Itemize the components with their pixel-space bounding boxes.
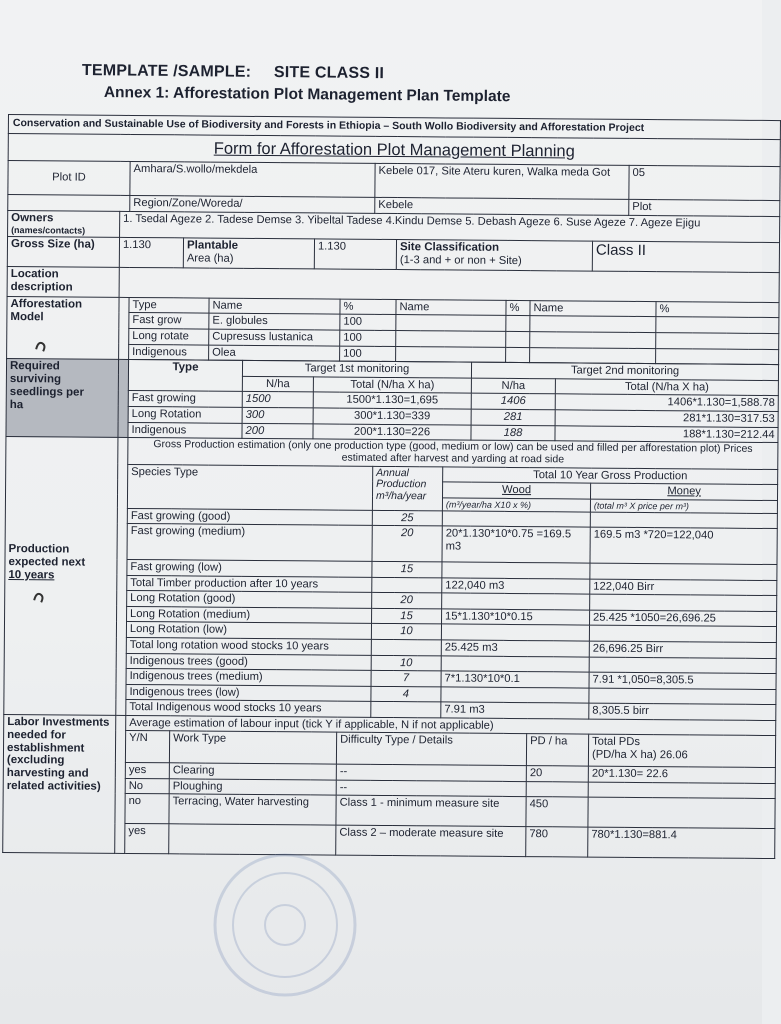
production-row-money xyxy=(589,626,776,643)
required-row-type: Fast growing xyxy=(128,391,242,407)
production-row-wood: 15*1.130*10*0.15 xyxy=(442,609,590,626)
production-row-type: Long Rotation (medium) xyxy=(127,606,372,623)
production-row-money xyxy=(590,512,777,529)
production-row-wood: 25.425 m3 xyxy=(441,640,589,657)
labor-row-pd: 20 xyxy=(526,766,588,782)
target-1-header: Target 1st monitoring xyxy=(242,361,471,378)
target-2-header: Target 2nd monitoring xyxy=(471,362,778,380)
money-formula-header: (total m³ X price per m³) xyxy=(590,499,777,514)
labor-row-total xyxy=(588,797,775,828)
labor-investments-label: Labor Investments needed for establishment (excluding harvesting and related activities) xyxy=(3,714,116,854)
model-row-pct: 100 xyxy=(340,330,396,346)
production-row-money xyxy=(589,688,776,705)
required-row-n2: 1406 xyxy=(471,394,555,410)
labor-note: Average estimation of labour input (tick Y if applicable, N if not applicable) xyxy=(126,715,776,736)
labor-row-yn: No xyxy=(125,778,169,794)
required-row-t1: 200*1.130=226 xyxy=(313,423,471,440)
required-row-n1: 200 xyxy=(242,423,313,439)
wood-formula-header: (m³/year/ha X10 x %) xyxy=(442,498,590,512)
gross-size-value: 1.130 xyxy=(119,237,183,268)
production-row-type: Fast growing (low) xyxy=(127,560,372,577)
required-type-header: Type xyxy=(128,360,242,392)
project-banner: Conservation and Sustainable Use of Biodiversity and Forests in Ethiopia – South Wollo Biodiversity and Afforestation Project xyxy=(8,115,780,140)
required-row-type: Long Rotation xyxy=(128,406,242,422)
production-row-money xyxy=(590,594,777,611)
model-row-type: Long rotate xyxy=(129,328,209,344)
production-row-money xyxy=(589,657,776,674)
n-per-ha-header-2: N/ha xyxy=(471,378,555,394)
production-row-type: Fast growing (good) xyxy=(127,508,372,525)
owners-label: Owners (names/contacts) xyxy=(8,210,120,237)
labor-row-total: 780*1.130=881.4 xyxy=(588,827,775,858)
plantable-area-value: 1.130 xyxy=(314,239,396,270)
plot-number: 05 xyxy=(629,166,780,201)
labor-row-pd: 780 xyxy=(526,827,588,857)
production-row-type: Total Timber production after 10 years xyxy=(127,575,372,592)
plot-caption: Plot xyxy=(629,200,780,217)
pen-mark-icon xyxy=(32,590,46,604)
species-type-header: Species Type xyxy=(127,464,372,510)
required-row-t2: 1406*1.130=1,588.78 xyxy=(555,394,778,411)
production-note: Gross Production estimation (only one production type (good, medium or low) can be used and filled per afforestation plot) Prices estimated after harvest and yarding at road side xyxy=(128,438,778,470)
production-row-type: Total Indigenous wood stocks 10 years xyxy=(126,700,371,717)
production-row-annual: 20 xyxy=(372,526,442,563)
model-row-name: Olea xyxy=(209,345,340,362)
wood-header: Wood xyxy=(443,482,591,499)
production-row-wood xyxy=(442,511,590,528)
production-row-money: 169.5 m3 *720=122,040 xyxy=(590,527,777,564)
production-row-annual: 20 xyxy=(372,593,442,609)
region-caption: Region/Zone/Woreda/ xyxy=(130,196,375,213)
kebele-caption: Kebele xyxy=(375,198,629,216)
production-row-wood: 7*1.130*10*0.1 xyxy=(441,671,589,688)
form-title: Form for Afforestation Plot Management Planning xyxy=(8,133,780,167)
model-name2-header: Name xyxy=(396,299,506,316)
labor-row-total: 20*1.130= 22.6 xyxy=(588,766,775,783)
production-row-money: 8,305.5 birr xyxy=(589,703,776,720)
required-seedlings-label: Required surviving seedlings per ha xyxy=(6,359,119,438)
total-header-2: Total (N/ha X ha) xyxy=(555,379,778,396)
required-row-t2: 281*1.130=317.53 xyxy=(555,410,778,427)
labor-row-yn: no xyxy=(125,794,169,824)
site-class-value: Class II xyxy=(592,241,779,272)
production-row-annual: 10 xyxy=(371,655,441,671)
model-name3-header: Name xyxy=(530,300,656,317)
production-row-annual: 4 xyxy=(371,686,441,702)
required-row-n2: 188 xyxy=(471,425,555,441)
production-row-annual: 10 xyxy=(371,624,441,640)
production-row-annual: 15 xyxy=(372,608,442,624)
production-row-annual: 7 xyxy=(371,670,441,686)
labor-yn-header: Y/N xyxy=(125,731,169,763)
required-row-t1: 300*1.130=339 xyxy=(313,408,471,425)
production-row-annual xyxy=(372,577,442,593)
document-subtitle: Annex 1: Afforestation Plot Management Plan Template xyxy=(103,84,511,106)
model-name-header: Name xyxy=(209,298,340,315)
model-row-name: E. globules xyxy=(209,313,340,330)
production-label: Production expected next 10 years xyxy=(4,437,118,716)
labor-row-yn: yes xyxy=(125,763,169,779)
n-per-ha-header: N/ha xyxy=(242,376,313,392)
required-row-type: Indigenous xyxy=(128,422,242,438)
production-row-type: Indigenous trees (low) xyxy=(126,684,371,701)
production-row-type: Fast growing (medium) xyxy=(127,524,372,562)
title-site-class: SITE CLASS II xyxy=(273,64,385,83)
model-row-type: Fast grow xyxy=(129,313,209,329)
required-row-n1: 1500 xyxy=(242,392,313,408)
model-row-pct: 100 xyxy=(340,314,396,330)
owners-value: 1. Tsedal Ageze 2. Tadese Demse 3. Yibeltal Tadese 4.Kindu Demse 5. Debash Ageze 6. Suse Ageze 7. Ageze Ejigu xyxy=(120,211,780,242)
labor-row-difficulty: -- xyxy=(336,764,526,781)
labor-difficulty-header: Difficulty Type / Details xyxy=(336,732,526,765)
region-value: Amhara/S.wollo/mekdela xyxy=(130,162,375,198)
total-header: Total (N/ha X ha) xyxy=(313,377,471,394)
production-row-money: 122,040 Birr xyxy=(590,579,777,596)
title-template: TEMPLATE /SAMPLE: xyxy=(81,62,252,81)
labor-row-total xyxy=(588,782,775,799)
production-row-type: Total long rotation wood stocks 10 years xyxy=(126,637,371,654)
production-row-money: 26,696.25 Birr xyxy=(589,641,776,658)
required-row-n1: 300 xyxy=(242,407,313,423)
labor-row-difficulty: Class 1 - minimum measure site xyxy=(336,796,526,827)
production-row-annual: 15 xyxy=(372,562,442,578)
location-label: Location description xyxy=(7,266,119,297)
stamp-seal xyxy=(210,850,360,1000)
labor-row-work: Terracing, Water harvesting xyxy=(169,794,336,825)
production-row-type: Indigenous trees (good) xyxy=(126,653,371,670)
form-sheet xyxy=(2,114,775,859)
gross-size-label: Gross Size (ha) xyxy=(7,236,119,267)
production-row-wood xyxy=(441,624,589,641)
labor-row-yn: yes xyxy=(125,824,169,854)
labor-row-work: Clearing xyxy=(169,763,336,780)
required-row-t1: 1500*1.130=1,695 xyxy=(313,392,471,409)
production-row-money: 25.425 *1050=26,696.25 xyxy=(590,610,777,627)
model-pct2-header: % xyxy=(506,300,530,316)
pen-mark-icon xyxy=(34,340,48,354)
production-row-wood: 122,040 m3 xyxy=(442,578,590,595)
production-row-annual xyxy=(371,639,441,655)
labor-row-pd xyxy=(526,781,588,797)
labor-row-pd: 450 xyxy=(526,797,588,827)
labor-row-difficulty: Class 2 – moderate measure site xyxy=(336,826,526,857)
production-row-annual xyxy=(371,702,441,718)
plan-form-table xyxy=(2,114,781,859)
site-classification-label: Site Classification (1-3 and + or non + Site) xyxy=(396,239,592,271)
labor-row-work: Ploughing xyxy=(169,779,336,796)
production-row-money: 7.91 *1,050=8,305.5 xyxy=(589,672,776,689)
production-row-type: Long Rotation (low) xyxy=(126,622,371,639)
total-10yr-header: Total 10 Year Gross Production xyxy=(443,467,778,485)
production-row-wood xyxy=(442,562,590,579)
production-row-type: Indigenous trees (medium) xyxy=(126,669,371,686)
production-row-wood xyxy=(442,593,590,610)
labor-work-header: Work Type xyxy=(169,731,336,764)
model-pct3-header: % xyxy=(656,301,779,318)
production-row-wood xyxy=(441,655,589,672)
plot-id-label: Plot ID xyxy=(8,161,130,196)
afforestation-model-label: Afforestation Model xyxy=(7,296,119,360)
kebele-value: Kebele 017, Site Ateru kuren, Walka meda Got xyxy=(375,164,629,200)
production-row-type: Long Rotation (good) xyxy=(127,591,372,608)
labor-total-header: Total PDs (PD/ha X ha) 26.06 xyxy=(588,734,775,767)
model-row-type: Indigenous xyxy=(129,344,209,360)
production-row-money xyxy=(590,563,777,580)
labor-row-difficulty: -- xyxy=(336,780,526,797)
plantable-area-label: Plantable Area (ha) xyxy=(183,238,314,269)
production-row-wood xyxy=(441,687,589,704)
model-type-header: Type xyxy=(129,297,209,313)
required-row-n2: 281 xyxy=(471,409,555,425)
production-row-wood: 20*1.130*10*0.75 =169.5 m3 xyxy=(442,526,590,563)
labor-pd-header: PD / ha xyxy=(526,734,588,766)
document-title xyxy=(82,62,384,83)
model-pct-header: % xyxy=(340,299,396,315)
model-row-pct: 100 xyxy=(340,346,396,362)
model-row-name: Cupresuss lustanica xyxy=(209,329,340,346)
money-header: Money xyxy=(590,483,777,500)
production-row-wood: 7.91 m3 xyxy=(441,702,589,719)
production-row-annual: 25 xyxy=(372,510,442,526)
required-row-t2: 188*1.130=212.44 xyxy=(555,425,778,442)
annual-production-header: Annual Production m³/ha/year xyxy=(372,466,442,511)
